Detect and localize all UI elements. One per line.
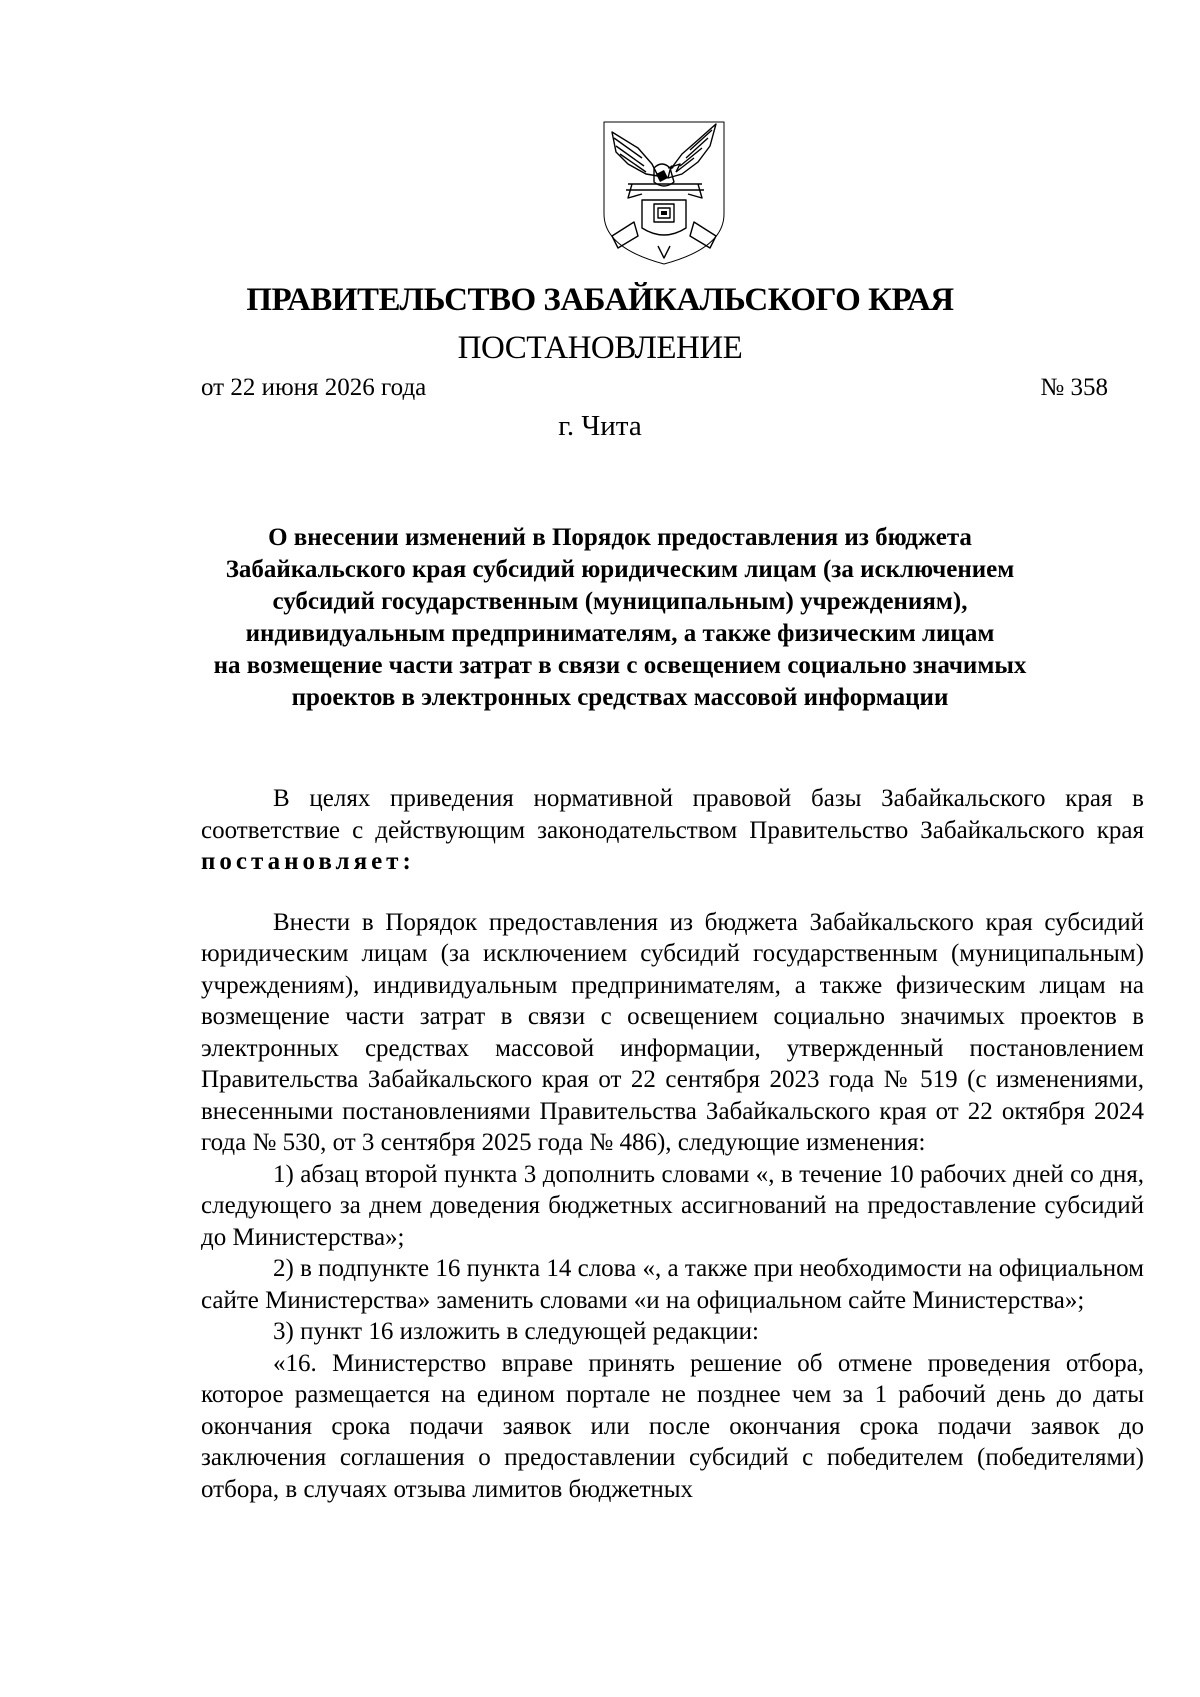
amendment-item-2: 2) в подпункте 16 пункта 14 слова «, а также при необходимости на официальном сайте Министерства» заменить словами «и на официальном сайте Министерства»; [201, 1255, 1144, 1314]
subject-line: индивидуальным предпринимателям, а также физическим лицам [245, 620, 995, 647]
document-date: от 22 июня 2026 года [201, 374, 427, 401]
subject-line: на возмещение части затрат в связи с освещением социально значимых [213, 652, 1027, 679]
document-number: № 358 [1040, 374, 1108, 401]
amendment-item-3: 3) пункт 16 изложить в следующей редакции: [273, 1318, 759, 1345]
preamble-text: В целях приведения нормативной правовой базы Забайкальского края в соответствие с действующим законодательством Правительство Забайкальского края [201, 785, 1144, 844]
subject-line: Забайкальского края субсидий юридическим лицам (за исключением [225, 556, 1015, 583]
coat-of-arms-icon [598, 118, 730, 266]
subject-line: субсидий государственным (муниципальным) учреждениям), [272, 588, 968, 615]
preamble-paragraph [201, 783, 1144, 878]
document-type: ПОСТАНОВЛЕНИЕ [457, 330, 743, 366]
subject-line: О внесении изменений в Порядок предоставления из бюджета [268, 524, 972, 551]
document-subject [190, 522, 1050, 714]
document-body [201, 783, 1144, 1505]
subject-line: проектов в электронных средствах массовой информации [291, 684, 949, 711]
government-title: ПРАВИТЕЛЬСТВО ЗАБАЙКАЛЬСКОГО КРАЯ [246, 282, 954, 318]
decree-word: постановляет: [201, 848, 415, 875]
document-city: г. Чита [558, 410, 642, 442]
intro-paragraph: Внести в Порядок предоставления из бюджета Забайкальского края субсидий юридическим лицам (за исключением субсидий государственным (муниципальным) учреждениям), индивидуальным предпринимателям, а также физическим лицам на возмещение части затрат в связи с освещением социально значимых проектов в электронных средствах массовой информации, утвержденный постановлением Правительства Забайкальского края от 22 сентября 2023 года № 519 (с изменениями, внесенными постановлениями Правительства Забайкальского края от 22 октября 2024 года № 530, от 3 сентября 2025 года № 486), следующие изменения: [201, 908, 1144, 1156]
amendment-item-3-text: «16. Министерство вправе принять решение об отмене проведения отбора, которое размещается на едином портале не позднее чем за 1 рабочий день до даты окончания срока подачи заявок или после окончания срока подачи заявок до заключения соглашения о предоставлении субсидий с победителем (победителями) отбора, в случаях отзыва лимитов бюджетных [201, 1349, 1144, 1503]
amendment-item-1: 1) абзац второй пункта 3 дополнить словами «, в течение 10 рабочих дней со дня, следующего за днем доведения бюджетных ассигнований на предоставление субсидий до Министерства»; [201, 1160, 1144, 1251]
